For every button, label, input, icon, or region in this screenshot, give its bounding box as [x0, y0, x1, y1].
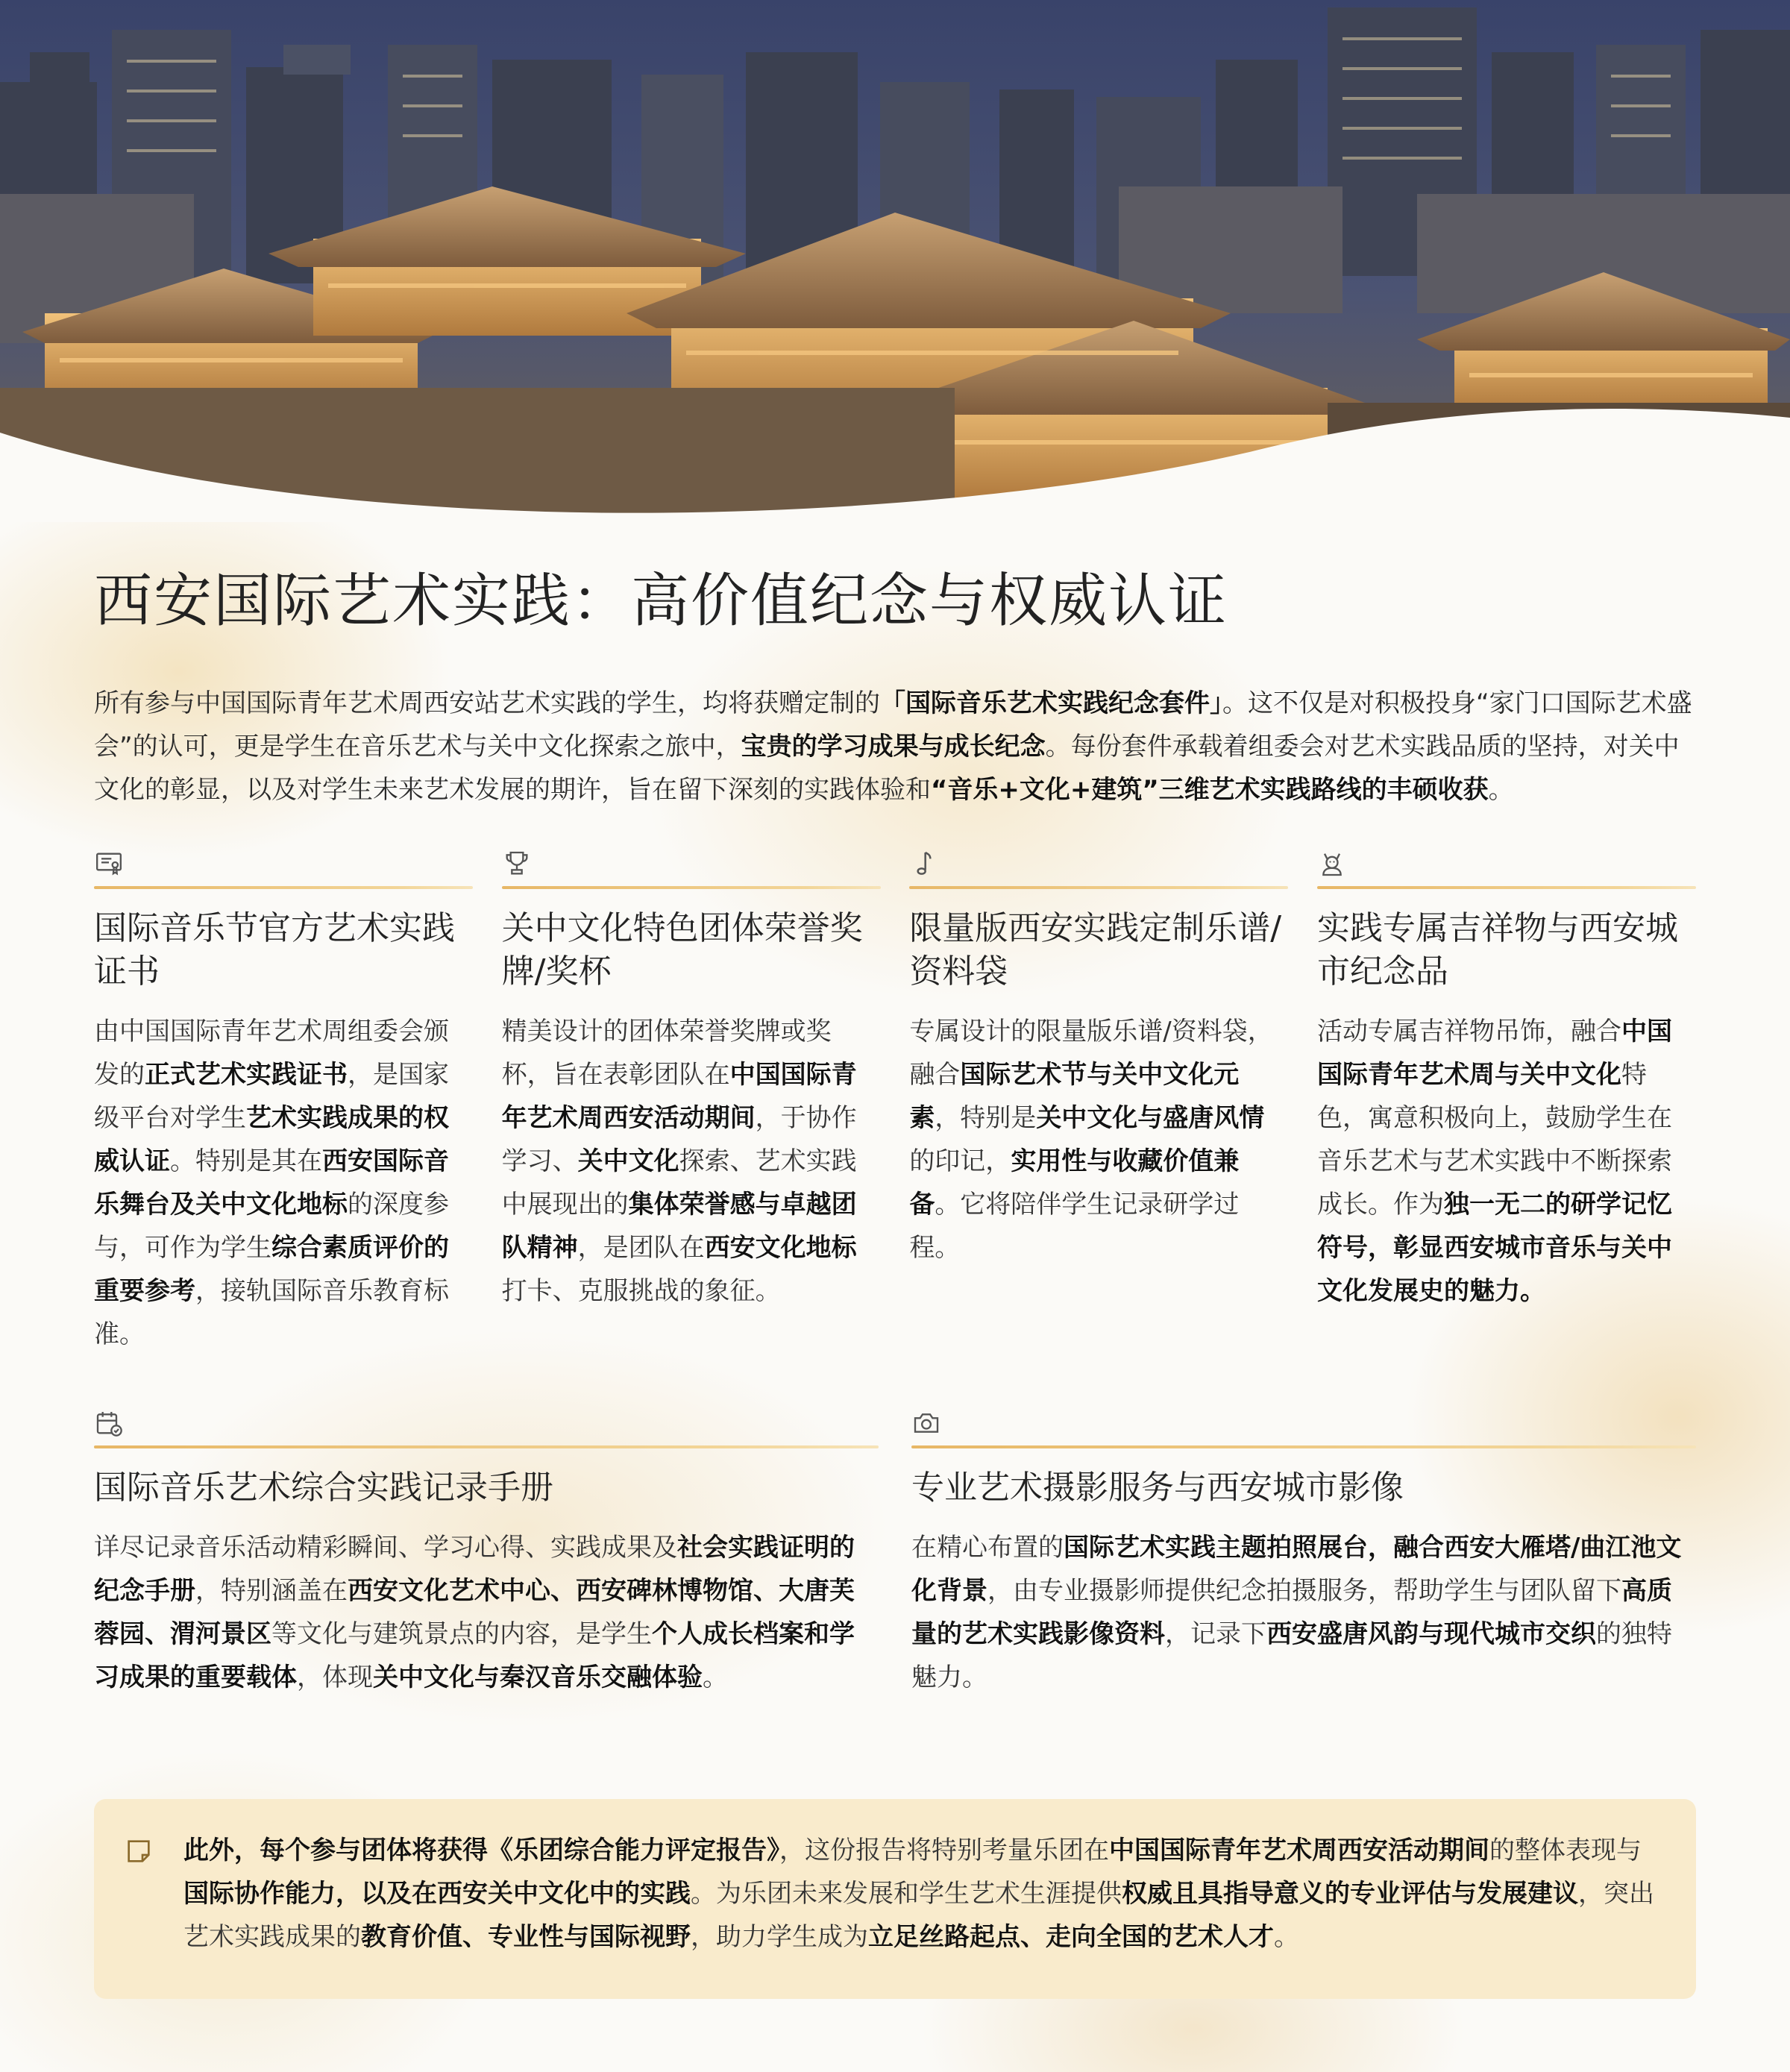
text-segment: 。: [1274, 1922, 1299, 1952]
benefit-card-handbook: [94, 1408, 879, 1699]
card-divider: [911, 1445, 1696, 1448]
camera-icon: [911, 1408, 941, 1438]
report-notice-box: [94, 1799, 1696, 1999]
emphasis-text: 关中文化与秦汉音乐交融体验: [373, 1662, 703, 1692]
text-segment: 的整体表现与: [1489, 1836, 1642, 1865]
emphasis-text: 中国国际青年艺术周与关中文化: [1316, 1016, 1672, 1090]
text-segment: 。每份套件承载着组委会对艺术实践品质的坚持，对关中文化的彰显，以及对学生未来艺术发展的期许，旨在留下深刻的实践体验和: [94, 731, 1680, 805]
text-segment: ，是国家级平台对学生: [94, 1059, 449, 1133]
emphasis-text: 「国际音乐艺术实践纪念套件」: [880, 688, 1222, 718]
benefit-card-trophy: [502, 849, 881, 1356]
music-note-icon: [909, 849, 939, 879]
text-segment: ，特别是: [935, 1102, 1037, 1133]
emphasis-text: 社会实践证明的纪念手册: [94, 1532, 855, 1606]
emphasis-text: 此外，每个参与团体将获得《乐团综合能力评定报告》: [183, 1836, 779, 1865]
trophy-icon: [502, 849, 532, 879]
text-segment: 详尽记录音乐活动精彩瞬间、学习心得、实践成果及: [94, 1532, 677, 1563]
emphasis-text: 国际协作能力，以及在西安关中文化中的实践: [183, 1879, 691, 1909]
card-title: 国际音乐艺术综合实践记录手册: [94, 1468, 553, 1507]
emphasis-text: 高质量的艺术实践影像资料: [911, 1575, 1672, 1649]
page-title: 西安国际艺术实践：高价值纪念与权威认证: [94, 568, 1228, 635]
benefit-card-certificate: [94, 849, 473, 1356]
text-segment: ，记录下: [1165, 1619, 1266, 1649]
text-segment: 所有参与中国国际青年艺术周西安站艺术实践的学生，均将获赠定制的: [94, 688, 880, 718]
card-divider: [94, 1445, 879, 1448]
text-segment: ，体现: [297, 1662, 373, 1692]
text-segment: ，是团队在: [577, 1232, 705, 1263]
benefit-card-score: [909, 849, 1288, 1356]
text-segment: 打卡、克服挑战的象征。: [501, 1275, 781, 1306]
text-segment: 精美设计的团体荣誉奖牌或奖杯，旨在表彰团队在: [501, 1016, 832, 1090]
text-segment: 探索、艺术实践中展现出的: [501, 1146, 857, 1219]
text-segment: 。: [1488, 774, 1514, 805]
emphasis-text: “音乐+文化+建筑”三维艺术实践路线的丰硕收获: [931, 774, 1489, 805]
emphasis-text: 艺术实践成果的权威认证: [94, 1102, 449, 1176]
emphasis-text: 正式艺术实践证书: [145, 1059, 348, 1090]
card-title: 实践专属吉祥物与西安城市纪念品: [1316, 908, 1678, 991]
text-segment: ，特别涵盖在: [195, 1575, 348, 1606]
emphasis-text: 西安盛唐风韵与现代城市交织: [1266, 1619, 1596, 1649]
emphasis-text: 关中文化: [577, 1146, 679, 1176]
hero-image: [0, 0, 1790, 522]
card-divider: [94, 886, 473, 889]
text-segment: ，助力学生成为: [691, 1922, 868, 1952]
benefits-grid-bottom: [94, 1408, 1696, 1699]
emphasis-text: 国际艺术实践主题拍照展台，融合西安大雁塔/曲江池文化背景: [911, 1532, 1682, 1606]
emphasis-text: 教育价值、专业性与国际视野: [361, 1922, 691, 1952]
main-content: [94, 567, 1696, 1699]
text-segment: 在精心布置的: [911, 1532, 1064, 1563]
emphasis-text: 独一无二的研学记忆符号，彰显西安城市音乐与关中文化发展史的魅力。: [1316, 1189, 1672, 1306]
benefits-grid-top: [94, 849, 1696, 1356]
text-segment: 活动专属吉祥物吊饰，融合: [1316, 1016, 1621, 1046]
card-divider: [1317, 886, 1696, 889]
emphasis-text: 实用性与收藏价值兼备: [909, 1146, 1240, 1219]
emphasis-text: 权威且具指导意义的专业评估与发展建议: [1122, 1879, 1578, 1909]
text-segment: 。它将陪伴学生记录研学过程。: [909, 1189, 1240, 1263]
emphasis-text: 中国国际青年艺术周西安活动期间: [501, 1059, 857, 1133]
text-segment: 。这不仅是对积极投身“家门口国际艺术盛会”的认可，更是学生在音乐艺术与关中文化探索之旅中，: [94, 688, 1692, 762]
card-description: [909, 1010, 1288, 1269]
mascot-icon: [1317, 849, 1347, 879]
emphasis-text: 西安国际音乐舞台及关中文化地标: [94, 1146, 449, 1219]
card-description: [94, 1526, 879, 1699]
card-description: [502, 1010, 881, 1313]
report-notice-text: [183, 1829, 1659, 1959]
xian-skyline-illustration: [0, 0, 1790, 522]
intro-paragraph: [94, 682, 1696, 811]
text-segment: 专属设计的限量版乐谱/资料袋，融合: [909, 1016, 1273, 1090]
text-segment: ，由专业摄影师提供纪念拍摄服务，帮助学生与团队留下: [987, 1575, 1621, 1606]
text-segment: 。: [703, 1662, 728, 1692]
text-segment: 等文化与建筑景点的内容，是学生: [271, 1619, 652, 1649]
emphasis-text: 关中文化与盛唐风情: [1036, 1102, 1265, 1133]
text-segment: 由中国国际青年艺术周组委会颁发的: [94, 1016, 449, 1090]
card-title: 国际音乐节官方艺术实践证书: [94, 908, 455, 991]
card-title: 专业艺术摄影服务与西安城市影像: [911, 1468, 1404, 1507]
emphasis-text: 个人成长档案和学习成果的重要载体: [94, 1619, 855, 1692]
emphasis-text: 西安文化艺术中心、西安碑林博物馆、大唐芙蓉园、渭河景区: [94, 1575, 855, 1649]
text-segment: ，这份报告将特别考量乐团在: [779, 1836, 1109, 1865]
text-segment: ，于协作学习、: [501, 1102, 857, 1176]
certificate-icon: [94, 849, 124, 879]
note-icon: [124, 1836, 154, 1866]
card-description: [1317, 1010, 1696, 1313]
card-title: 关中文化特色团体荣誉奖牌/奖杯: [501, 908, 863, 991]
emphasis-text: 宝贵的学习成果与成长纪念: [741, 731, 1046, 762]
emphasis-text: 国际艺术节与关中文化元素: [909, 1059, 1240, 1133]
benefit-card-mascot: [1317, 849, 1696, 1356]
text-segment: 的深度参与，可作为学生: [94, 1189, 449, 1263]
card-divider: [909, 886, 1288, 889]
emphasis-text: 中国国际青年艺术周西安活动期间: [1109, 1836, 1489, 1865]
card-title: 限量版西安实践定制乐谱/资料袋: [909, 908, 1282, 991]
card-description: [94, 1010, 473, 1356]
emphasis-text: 综合素质评价的重要参考: [94, 1232, 449, 1306]
text-segment: 的独特魅力。: [911, 1619, 1672, 1692]
card-divider: [502, 886, 881, 889]
text-segment: ，接轨国际音乐教育标准。: [94, 1275, 449, 1349]
emphasis-text: 立足丝路起点、走向全国的艺术人才: [868, 1922, 1274, 1952]
text-segment: 。为乐团未来发展和学生艺术生涯提供: [691, 1879, 1122, 1909]
benefit-card-photography: [911, 1408, 1696, 1699]
text-segment: 。特别是其在: [170, 1146, 322, 1176]
calendar-check-icon: [94, 1408, 124, 1438]
text-segment: ，突出艺术实践成果的: [183, 1879, 1654, 1952]
text-segment: 的印记，: [909, 1146, 1011, 1176]
card-description: [911, 1526, 1696, 1699]
text-segment: 特色，寓意积极向上，鼓励学生在音乐艺术与艺术实践中不断探索成长。作为: [1316, 1059, 1672, 1219]
emphasis-text: 集体荣誉感与卓越团队精神: [501, 1189, 857, 1263]
emphasis-text: 西安文化地标: [704, 1232, 857, 1263]
